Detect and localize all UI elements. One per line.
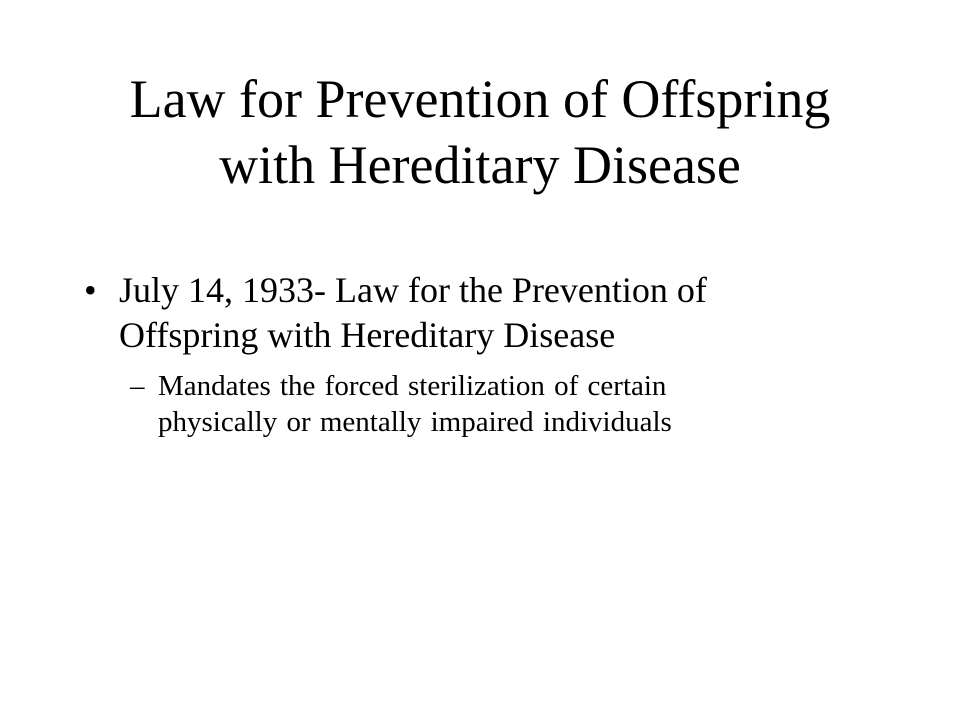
sub-bullet-text-line-2: physically or mentally impaired individuals [158,406,672,438]
sub-bullet-item [130,368,884,440]
slide-title-line-2: with Hereditary Disease [219,135,741,195]
slide-title [40,66,920,198]
slide-title-line-1: Law for Prevention of Offspring [129,69,831,129]
slide-body [84,268,884,440]
bullet-text-line-1: July 14, 1933- Law for the Prevention of [119,270,707,310]
bullet-item [84,268,884,358]
sub-bullet-marker: – [130,370,145,402]
bullet-marker: • [84,270,97,310]
bullet-text-line-2: Offspring with Hereditary Disease [119,315,616,355]
sub-bullet-text-line-1: Mandates the forced sterilization of certain [158,370,667,402]
